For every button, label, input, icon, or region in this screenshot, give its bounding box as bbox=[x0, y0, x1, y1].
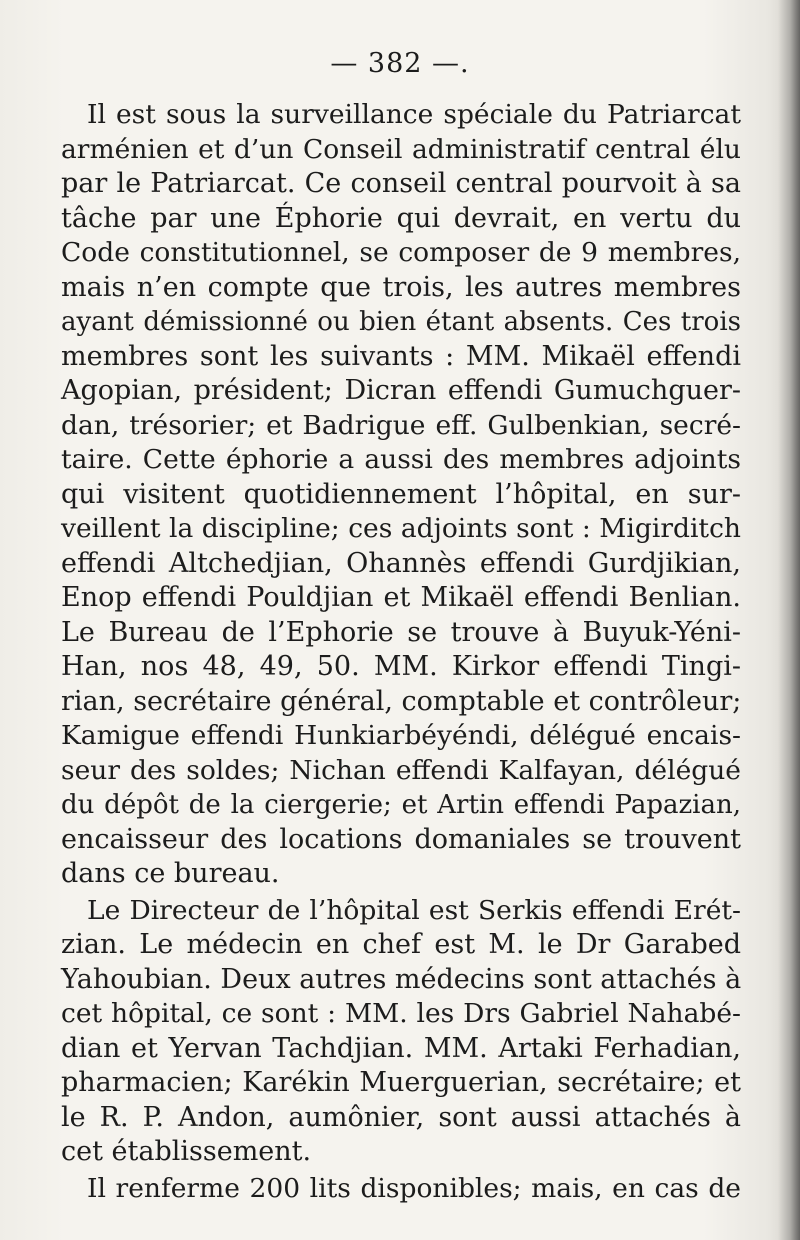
text-line: Agopian, président; Dicran effendi Gumuchguer- bbox=[61, 375, 741, 406]
text-line: qui visitent quotidiennement l’hôpital, en sur- bbox=[61, 478, 741, 510]
text-line: Enop effendi Pouldjian et Mikaël effendi Benlian. bbox=[61, 582, 741, 613]
paragraph-2 bbox=[61, 894, 741, 1170]
text-line: effendi Altchedjian, Ohannès effendi Gurdjikian, bbox=[61, 547, 741, 579]
text-line: dans ce bureau. bbox=[61, 858, 280, 889]
text-line: taire. Cette éphorie a aussi des membres adjoints bbox=[61, 444, 741, 475]
text-line: dian et Yervan Tachdjian. MM. Artaki Ferhadian, bbox=[61, 1032, 741, 1064]
text-line: Le Directeur de l’hôpital est Serkis effendi Erét- bbox=[87, 894, 741, 926]
text-line: du dépôt de la ciergerie; et Artin effendi Papazian, bbox=[61, 790, 741, 820]
paragraph-3 bbox=[61, 1172, 741, 1207]
text-line: Il est sous la surveillance spéciale du Patriarcat bbox=[87, 99, 741, 130]
text-line: tâche par une Éphorie qui devrait, en vertu du bbox=[61, 202, 741, 234]
text-line: Code constitutionnel, se composer de 9 membres, bbox=[61, 237, 741, 268]
text-line: encaisseur des locations domaniales se trouvent bbox=[61, 823, 741, 855]
text-line: mais n’en compte que trois, les autres membres bbox=[61, 271, 741, 303]
page-edge-shadow bbox=[778, 0, 800, 1240]
text-line: seur des soldes; Nichan effendi Kalfayan, délégué bbox=[61, 754, 741, 786]
text-line: rian, secrétaire général, comptable et contrôleur; bbox=[61, 685, 742, 717]
text-line: Kamigue effendi Hunkiarbéyéndi, délégué encais- bbox=[61, 720, 741, 751]
paragraph-1 bbox=[61, 98, 741, 892]
text-line: dan, trésorier; et Badrigue eff. Gulbenkian, secré- bbox=[61, 409, 741, 441]
text-line: Le Bureau de l’Ephorie se trouve à Buyuk-Yéni- bbox=[61, 616, 741, 648]
text-line: pharmacien; Karékin Muerguerian, secrétaire; et bbox=[61, 1067, 741, 1098]
text-line: veillent la discipline; ces adjoints sont : Migirditch bbox=[61, 513, 741, 544]
text-line: cet établissement. bbox=[61, 1136, 312, 1167]
text-line: Yahoubian. Deux autres médecins sont attachés à bbox=[61, 963, 742, 995]
text-line: arménien et d’un Conseil administratif central élu bbox=[61, 133, 741, 165]
text-line: cet hôpital, ce sont : MM. les Drs Gabriel Nahabé- bbox=[61, 998, 741, 1029]
text-line: membres sont les suivants : MM. Mikaël effendi bbox=[61, 340, 741, 372]
text-line: zian. Le médecin en chef est M. le Dr Garabed bbox=[61, 929, 741, 960]
page-number: — 382 —. bbox=[330, 48, 470, 79]
text-line: ayant démissionné ou bien étant absents. Ces trois bbox=[61, 307, 741, 337]
text-line: par le Patriarcat. Ce conseil central pourvoit à sa bbox=[61, 168, 741, 199]
body-text bbox=[61, 98, 741, 1206]
text-line: Han, nos 48, 49, 50. MM. Kirkor effendi Tingi- bbox=[61, 651, 741, 682]
text-line: Il renferme 200 lits disponibles; mais, en cas de bbox=[87, 1172, 741, 1204]
text-line: le R. P. Andon, aumônier, sont aussi attachés à bbox=[61, 1101, 741, 1133]
